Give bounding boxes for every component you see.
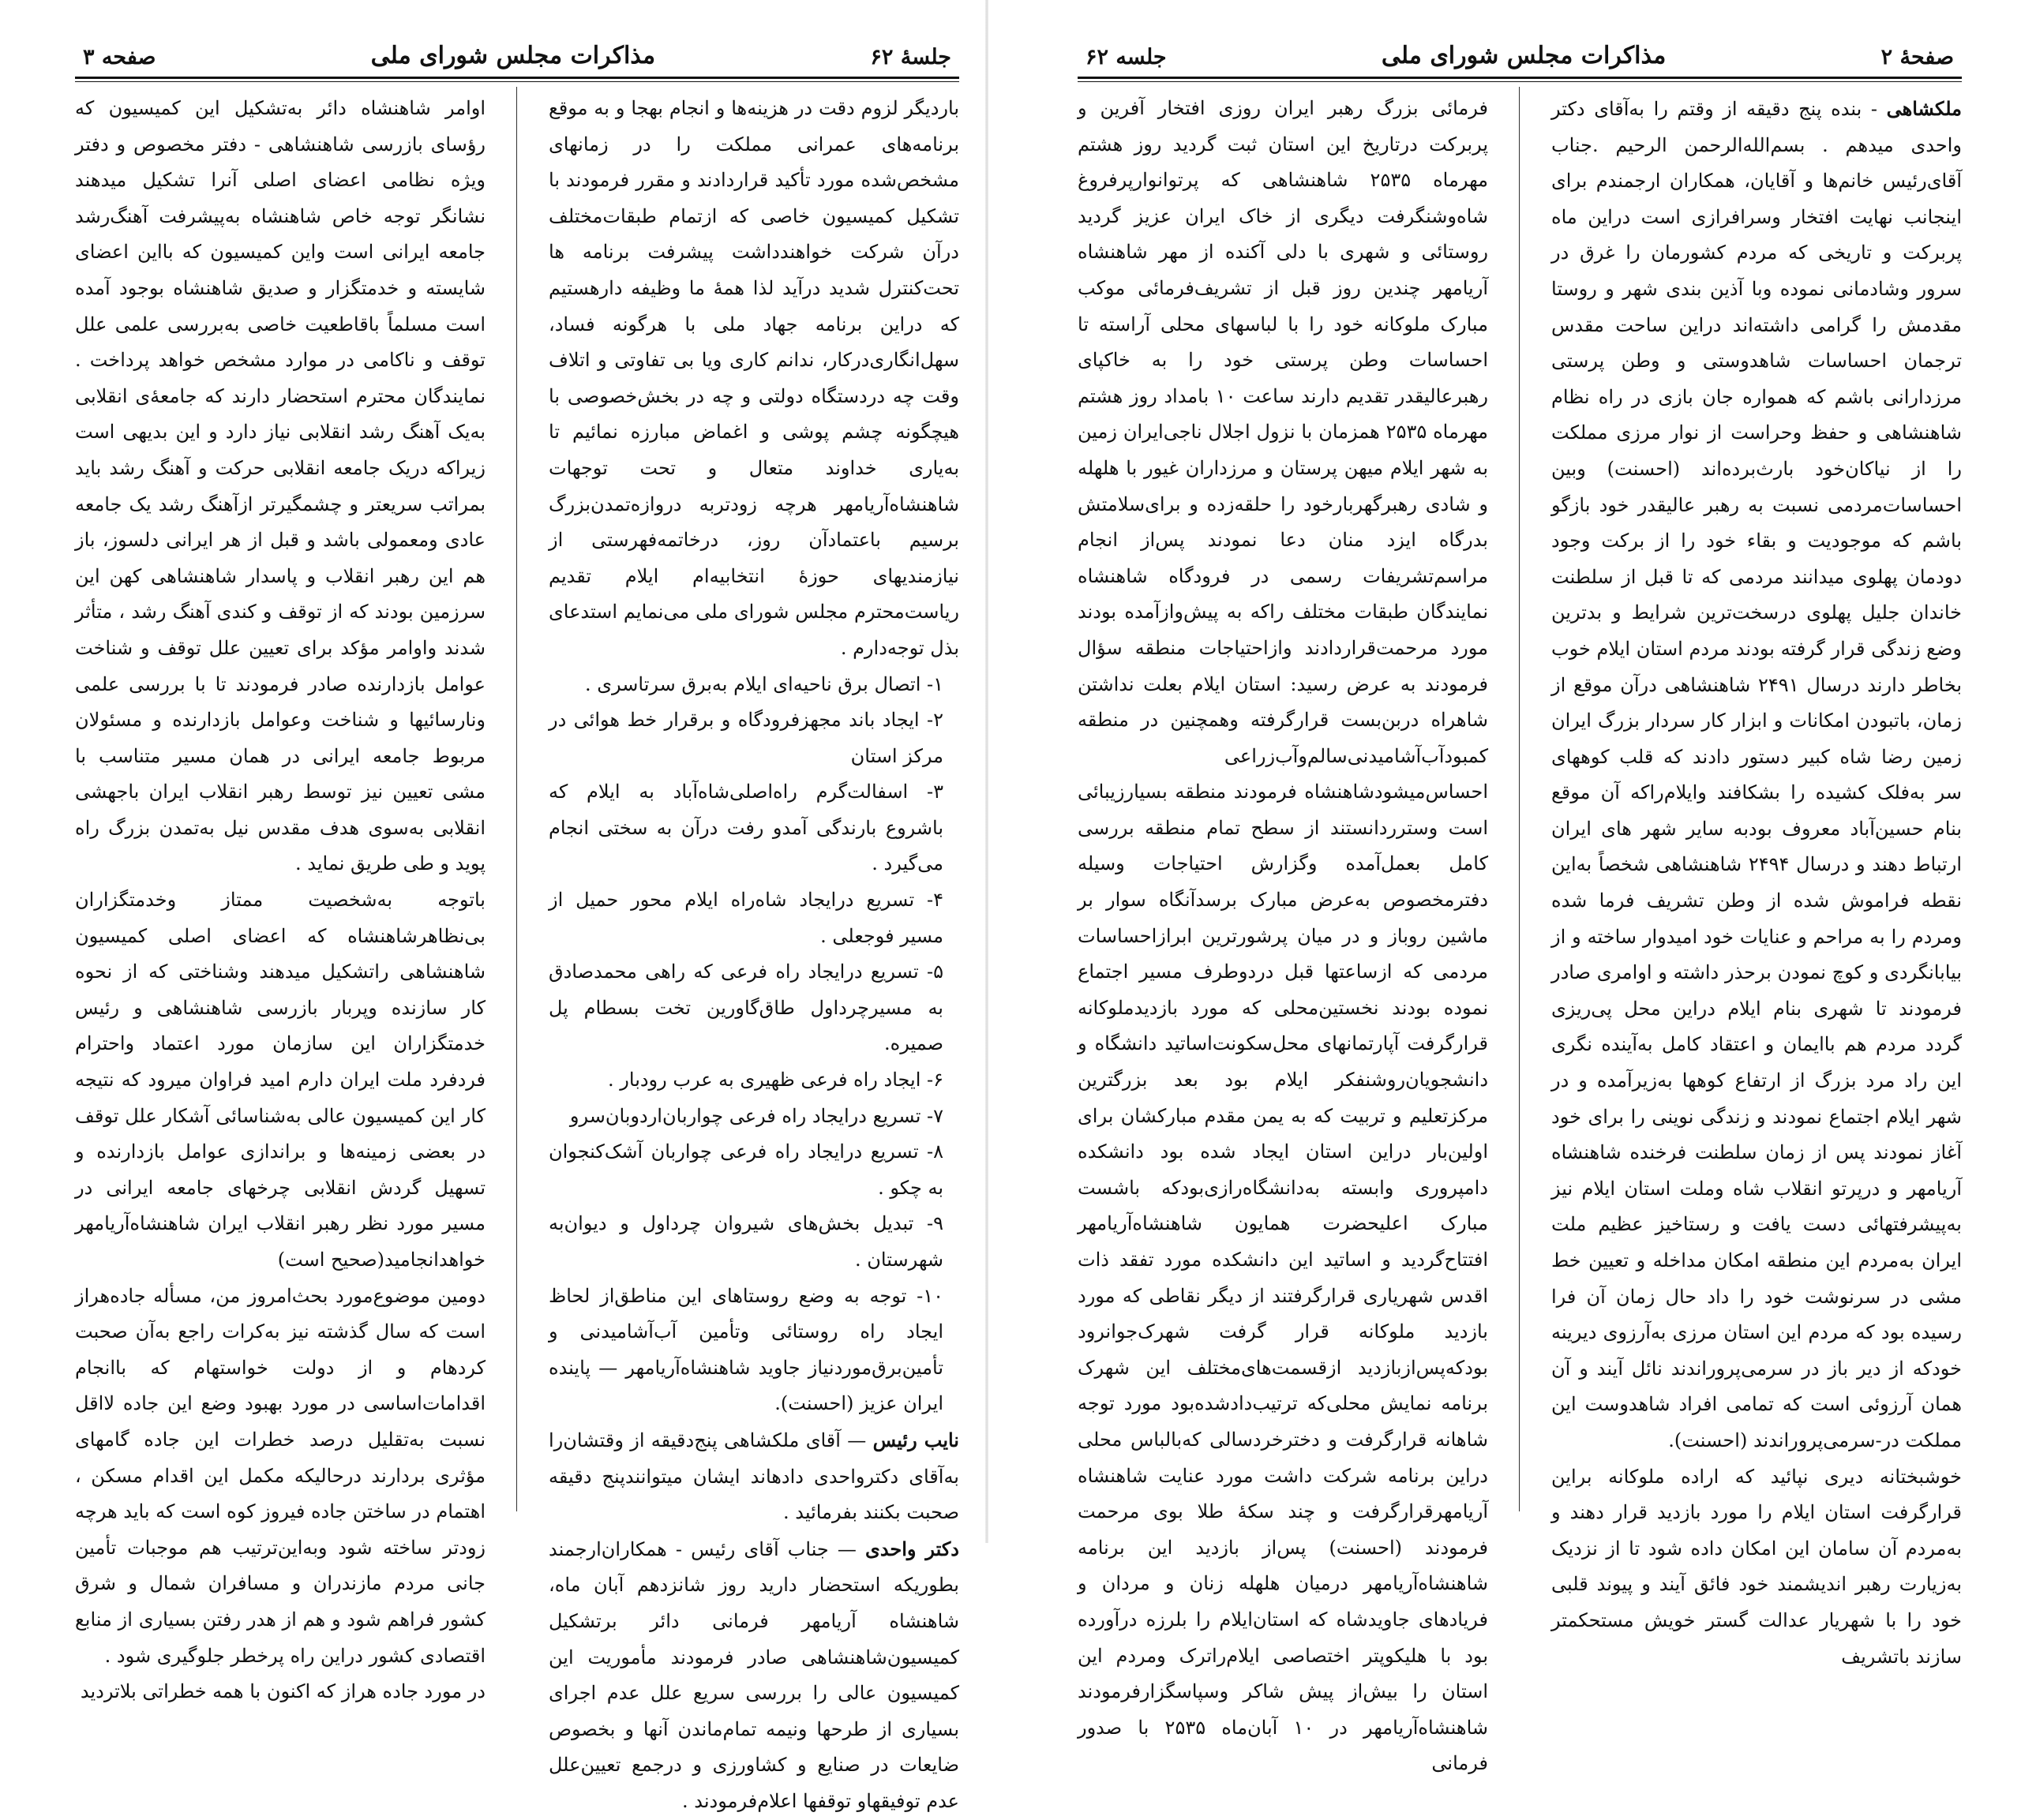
session-label: جلسه ۶۲ xyxy=(1085,45,1167,69)
page-header xyxy=(1078,35,1962,69)
paragraph: فرمائی بزرگ رهبر ایران روزی افتخار آفرین و پربرکت درتاریخ این استان ثبت گردید روز هشتم مهرماه ۲۵۳۵ شاهنشاهی که پرتوانوارپرفروغ شاه‌وشنگرفت دیگری از خاک ایران عزیز گردید روستائی و شهری با دلی آکنده از مهر شاهنشاه آریامهر چندین روز قبل از تشریف‌فرمائی موکب مبارک ملوکانه خود را با لباسهای محلی آراسته تا احساسات وطن پرستی خود را به خاکپای رهبرعالیقدر تقدیم دارند ساعت ۱۰ بامداد روز هشتم مهرماه ۲۵۳۵ همزمان با نزول اجلال ناجی‌ایران زمین به شهر ایلام میهن پرستان و مرزداران غیور با هلهله و شادی رهبرگهربارخود را حلقه‌زده و برای‌سلامتش بدرگاه ایزد منان دعا نمودند پس‌از انجام مراسم‌تشریفات رسمی در فرودگاه شاهنشاه نمایندگان طبقات مختلف راکه به پیش‌وازآمده بودند مورد مرحمت‌قراردادند وازاحتیاجات منطقه سؤال فرمودند به عرض رسید: استان ایلام بعلت نداشتن شاهراه دربن‌بست قرارگرفته وهمچنین در منطقه کمبودآب‌آشامیدنی‌سالم‌وآب‌زراعی احساس‌میشودشاهنشاه فرمودند منطقه بسیارزیبائی است وسترردانستند از سطح تمام منطقه بررسی کامل بعمل‌آمده وگزارش احتیاجات وسیله دفترمخصوص به‌عرض مبارک برسدآنگاه سوار بر ماشین روباز و در میان پرشورترین ابرازاحساسات مردمی که ازساعتها قبل دردوطرف مسیر اجتماع نموده بودند نخستین‌محلی که مورد بازدیدملوکانه قرارگرفت آپارتمانهای محل‌سکونت‌اساتید دانشگاه و دانشجویان‌روشنفکر ایلام بود بعد بزرگترین مرکزتعلیم و تربیت که به یمن مقدم مبارکشان برای اولین‌بار دراین استان ایجاد شده بود دانشکده دامپروری وابسته به‌دانشگاه‌رازی‌بودکه باشست مبارک اعلیحضرت همایون شاهنشاه‌آریامهر افتتاح‌گردید و اساتید این دانشکده مورد تفقد ذات اقدس شهریاری قرارگرفتند از دیگر نقاطی که مورد بازدید ملوکانه قرار گرفت شهرک‌جوانرود بودکه‌پس‌ازبازدید ازقسمت‌های‌مختلف این شهرک برنامه نمایش محلی‌که ترتیب‌دادشده‌بود مورد توجه شاهانه قرارگرفت و دخترخردسالی که‌بالباس محلی دراین برنامه شرکت داشت مورد عنایت شاهنشاه آریامهرقرارگرفت و چند سکهٔ طلا بوی مرحمت فرمودند (احسنت) پس‌از بازدید این برنامه شاهنشاه‌آریامهر درمیان هلهله زنان و مردان و فریادهای جاوید‌شاه که استان‌ایلام را بلرزه درآورده بود با هلیکوپتر اختصاصی ایلام‌راترک ومردم این استان را بیش‌از پیش شاکر وسپاسگزارفرمودند شاهنشاه‌آریامهر در ۱۰ آبان‌ماه ۲۵۳۵ با صدور فرمانی xyxy=(1078,97,1489,1775)
list-item: ۸- تسریع درایجاد راه فرعی چواربان آشک‌کنجوان به چکو . xyxy=(549,1140,943,1199)
speaker-name: دکتر واحدی xyxy=(865,1537,959,1560)
header-rule xyxy=(1078,77,1962,79)
speaker-name: ملکشاهی xyxy=(1886,97,1962,120)
column-divider xyxy=(516,87,517,1511)
page-gutter xyxy=(985,0,988,1543)
speech-paragraph xyxy=(1551,91,1962,1459)
page-3 xyxy=(75,0,959,1812)
header-rule-thin xyxy=(75,81,959,82)
page-2 xyxy=(1078,0,1963,1775)
running-title: مذاکرات مجلس شورای ملی xyxy=(370,42,656,69)
running-title: مذاکرات مجلس شورای ملی xyxy=(1381,42,1667,69)
header-rule xyxy=(75,77,959,79)
header-rule-thin xyxy=(1078,81,1962,82)
text-column-right xyxy=(549,91,959,1812)
paragraph xyxy=(1551,1459,1962,1676)
speech-text: — آقای ملکشاهی پنج‌دقیقه از وقتشان‌را به‌آقای دکترواحدی دادهاند ایشان میتوانندپنج دقیقه صحبت بکنند بفرمائید . xyxy=(549,1429,959,1524)
list-item: ۹- تبدیل بخش‌های شیروان چرداول و دیوان‌به شهرستان . xyxy=(549,1212,943,1271)
session-label: جلسهٔ ۶۲ xyxy=(870,45,951,69)
speech-text: خوشبختانه دیری نپائید که اراده ملوکانه براین قرارگرفت استان ایلام را مورد بازدید قرار دهند و به‌مردم آن سامان این امکان داده شود تا از نزدیک به‌زیارت رهبر اندیشمند خود فائق آیند و پیوند قلبی خود را با شهریار عدالت گستر خویش مستحکمتر سازند باتشریف xyxy=(1551,1465,1962,1668)
list-item: ۴- تسریع درایجاد شاه‌راه ایلام محور حمیل از مسیر فوجعلی . xyxy=(549,889,943,947)
list-item: ۱- اتصال برق ناحیه‌ای ایلام به‌برق سرتاسری . xyxy=(585,672,943,695)
list-item: ۵- تسریع درایجاد راه فرعی که راهی محمدصادق به مسیرچرداول طاق‌گاورین تخت بسطام پل صمیره. xyxy=(549,961,943,1055)
paragraph: دومین موضوع‌مورد بحث‌امروز من، مسأله جاده‌هراز است که سال گذشته نیز به‌کرات راجع به‌آن صحبت کردهام و از دولت خواستهام که باانجام اقدامات‌اساسی در مورد بهبود وضع این جاده لااقل نسبت به‌تقلیل درصد خطرات این جاده گامهای مؤثری بردارند درحالیکه مکمل این اقدام مسکن ، اهتمام در ساختن جاده فیروز کوه است که باید هرچه زودتر ساخته شود وبه‌این‌ترتیب هم موجبات تأمین جانی مردم مازندران و مسافران شمال و شرق کشور فراهم شود و هم از هدر رفتن بسیاری از منابع اقتصادی کشور دراین راه پرخطر جلوگیری شود . xyxy=(75,1284,486,1667)
speaker-name: نایب رئیس xyxy=(872,1428,959,1451)
speech-paragraph xyxy=(549,1531,959,1820)
text-column-right xyxy=(1551,91,1963,1668)
list-item: ۱۰- توجه به وضع روستاهای این مناطق‌از لحاظ ایجاد راه روستائی وتأمین آب‌آشامیدنی و تأمین‌برق‌موردنیاز جاوید شاهنشاه‌آریامهر — پاینده ایران عزیز (احسنت). xyxy=(549,1284,943,1415)
list-item: ۳- اسفالت‌گرم راه‌اصلی‌شاه‌آباد به ایلام که باشروع بارندگی آمدو رفت درآن به سختی انجام می‌گیرد . xyxy=(549,781,943,875)
paragraph: باتوجه به‌شخصیت ممتاز وخدمتگزاران بی‌نظاهرشاهنشاه که اعضای اصلی کمیسیون شاهنشاهی راتشکیل میدهند وشناختی که از نحوه کار سازنده وپربار بازرسی شاهنشاهی و رئیس خدمتگزاران این سازمان مورد اعتماد واحترام فردفرد ملت ایران دارم امید فراوان میرود که نتیجه کار این کمیسیون عالی به‌شناسائی آشکار علل توقف در بعضی زمینه‌ها و براندازی عوامل بازدارنده و تسهیل گردش انقلابی چرخهای جامعه ایرانی در مسیر مورد نظر رهبر انقلاب ایران شاهنشاه‌آریامهر خواهدانجامید(صحیح است) xyxy=(75,889,486,1271)
list-item: ۶- ایجاد راه فرعی ظهیری به عرب رودبار . xyxy=(608,1069,943,1092)
list-item: ۷- تسریع درایجاد راه فرعی چواربان‌اردوبان‌سرو xyxy=(569,1104,943,1127)
speech-text: - بنده پنج دقیقه از وقتم را به‌آقای دکتر واحدی میدهم . بسم‌الله‌الرحمن الرحیم .جناب آقای‌رئیس خانم‌ها و آقایان، همکاران ارجمندم برای اینجانب نهایت افتخار وسرافرازی است دراین ماه پربرکت و تاریخی که مردم کشورمان را غرق در سرور وشادمانی نموده وبا آذین بندی شهر و روستا مقدمش را گرامی داشته‌اند دراین ساحت مقدس ترجمان احساسات شاهدوستی و وطن پرستی مرزدارانی باشم که همواره جان بازی در راه نظام شاهنشاهی و حفظ وحراست از نوار مرزی مملکت را از نیاکان‌خود بارث‌برده‌اند (احسنت) وبین احساسات‌مردمی نسبت به رهبر عالیقدر خود بازگو باشم که موجودیت و بقاء خود را از برکت وجود دودمان پهلوی میدانند مردمی که تا قبل از سلطنت خاندان جلیل پهلوی درسخت‌ترین شرایط و بدترین وضع زندگی قرار گرفته بودند مردم استان ایلام خوب بخاطر دارند درسال ۲۴۹۱ شاهنشاهی درآن موقع از زمان، باتبودن امکانات و ابزار کار سردار بزرگ ایران زمین رضا شاه کبیر دستور دادند که قلب کوههای سر به‌فلک کشیده را بشکافند وایلام‌راکه آن موقع بنام حسین‌آباد معروف بودبه سایر شهر های ایران ارتباط دهند و درسال ۲۴۹۴ شاهنشاهی شخصاً به‌این نقطه فراموش شده از وطن تشریف فرما شده ومردم را به مراحم و عنایات خود امیدوار ساخته و از بیابانگردی و کوچ نمودن برحذر داشته و اوامری صادر فرمودند تا شهری بنام ایلام دراین محل پی‌ریزی گردد مردم هم باایمان و اعتقاد کامل به‌آینده نگری این راد مرد بزرگ از ارتفاع کوهها به‌زیرآمده و در شهر ایلام اجتماع نمودند و زندگی نوینی را برای خود آغاز نمودند پس از زمان سلطنت فرخنده شاهنشاه آریامهر و درپرتو انقلاب شاه وملت استان ایلام نیز به‌پیشرفتهائی دست یافت و رستاخیز عظیم ملت ایران به‌مردم این منطقه امکان مداخله و تعیین خط مشی در سرنوشت خود را داد حال زمان آن فرا رسیده بود که مردم این استان مرزی به‌آرزوی دیرینه خودکه از دیر باز در سرمی‌پروراندند نائل آیند و آن همان آرزوئی است که تمامی افراد شاهدوست این مملکت در-سرمی‌پروراندند (احسنت). xyxy=(1551,98,1963,1451)
paragraph: اوامر شاهنشاه دائر به‌تشکیل این کمیسیون که رؤسای بازرسی شاهنشاهی - دفتر مخصوص و دفتر ویژه نظامی اعضای اصلی آنرا تشکیل میدهند نشانگر توجه خاص شاهنشاه به‌پیشرفت آهنگ‌رشد جامعه ایرانی است واین کمیسیون که بااین اعضای شایسته و خدمتگزار و صدیق شاهنشاه بوجود آمده است مسلماً باقاطعیت خاصی به‌بررسی علمی علل توقف و ناکامی در موارد مشخص خواهد پرداخت . نمایندگان محترم استحضار دارند که جامعهٔ‌ی انقلابی به‌یک آهنگ رشد انقلابی نیاز دارد و این بدیهی است زیراکه دریک جامعه انقلابی حرکت و آهنگ رشد باید بمراتب سریعتر و چشمگیرتر ازآهنگ رشد یک جامعه عادی ومعمولی باشد و قبل از هر ایرانی دلسوز، باز هم این رهبر انقلاب و پاسدار شاهنشاهی کهن این سرزمین بودند که از توقف و کندی آهنگ رشد ، متأثر شدند واوامر مؤکد برای تعیین علل توقف و شناخت عوامل بازدارنده صادر فرمودند تا با بررسی علمی ونارسائیها و شناخت وعوامل بازدارنده و مسئولان مربوط جامعه ایرانی در همان مسیر متناسب با مشی تعیین نیز توسط رهبر انقلاب ایران باجهشی انقلابی به‌سوی هدف مقدس نیل به‌تمدن بزرگ راه پوید و طی طریق نماید . xyxy=(75,97,486,875)
page-number: صفحه ۳ xyxy=(83,45,156,69)
page-number: صفحهٔ ۲ xyxy=(1880,45,1954,69)
speech-text: — جناب آقای رئیس - همکاران‌ارجمند بطوریکه استحضار دارید روز شانزدهم آبان ماه، شاهنشاه آریامهر فرمانی دائر برتشکیل کمیسیون‌شاهنشاهی صادر فرمودند مأموریت این کمیسیون عالی را بررسی سریع علل عدم اجرای بسیاری از طرحها ونیمه تمام‌ماندن آنها و بخصوص ضایعات در صنایع و کشاورزی و درجمع تعیین‌علل عدم توفیقهاو توقفها اعلام‌فرمودند . xyxy=(549,1537,959,1812)
list-item: ۲- ایجاد باند مجهزفرودگاه و برقرار خط هوائی در مرکز استان xyxy=(549,709,943,767)
page-header xyxy=(75,35,959,69)
text-column-left xyxy=(1078,91,1489,1775)
speech-paragraph xyxy=(549,1422,959,1531)
paragraph: در مورد جاده هراز که اکنون با همه خطراتی بلاتردید xyxy=(80,1680,486,1703)
text-column-left xyxy=(75,91,486,1703)
paragraph: باردیگر لزوم دقت در هزینه‌ها و انجام بهجا و به موقع برنامه‌های عمرانی مملکت را در زمانهای مشخص‌شده مورد تأکید قراردادند و مقرر فرمودند با تشکیل کمیسیون خاصی که ازتمام طبقات‌مختلف درآن شرکت خواهندداشت پیشرفت برنامه ها تحت‌کنترل شدید درآید لذا همهٔ ما وظیفه دارهستیم که دراین برنامه جهاد ملی با هرگونه فساد، سهل‌انگاری‌درکار، ندانم کاری ویا بی تفاوتی و اتلاف وقت چه دردستگاه دولتی و چه در بخش‌خصوصی با هیچگونه چشم پوشی و اغماض مبارزه نمائیم تا به‌یاری خداوند متعال و تحت توجهات شاهنشاه‌آریامهر هرچه زودتربه دروازه‌تمدن‌بزرگ برسیم باعتماد‌آن روز، درخاتمه‌فهرستی از نیازمندیهای حوزهٔ انتخابیه‌ام ایلام تقدیم ریاست‌محترم مجلس شورای ملی می‌نمایم استدعای بذل توجه‌دارم . xyxy=(549,97,959,659)
column-divider xyxy=(1519,87,1520,1511)
